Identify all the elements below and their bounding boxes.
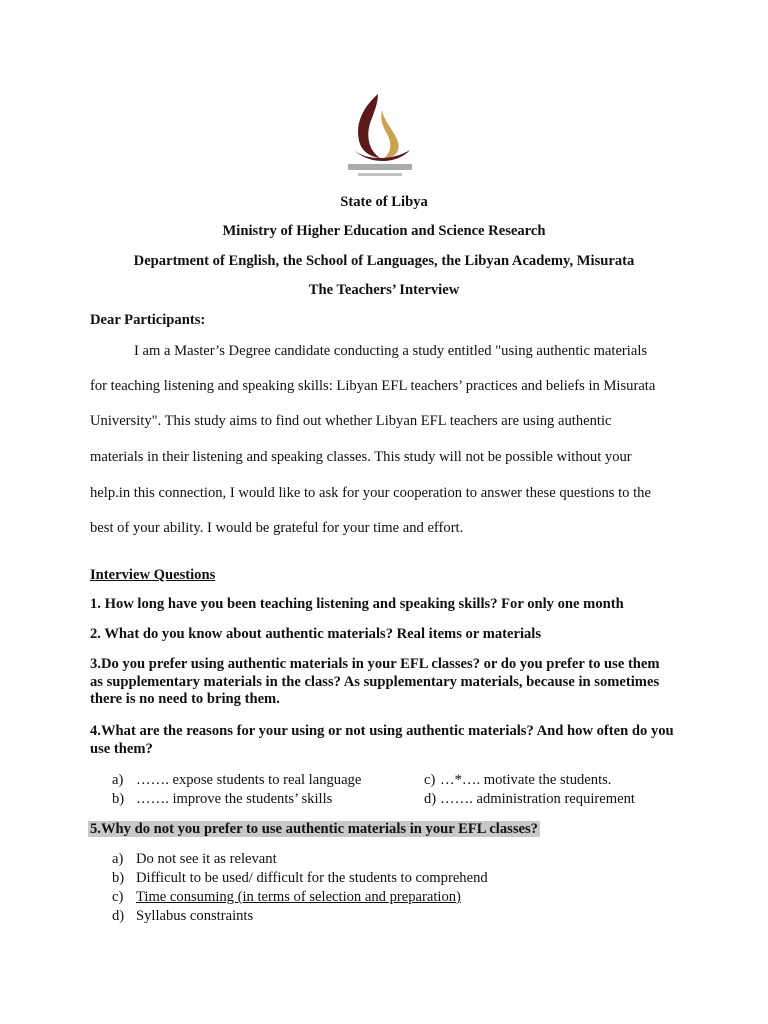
department-heading: Department of English, the School of Languages, the Libyan Academy, Misurata: [133, 253, 635, 269]
q4-option-b: b) ……. improve the students’ skills: [112, 791, 333, 807]
q5-option-d: d) Syllabus constraints: [112, 908, 254, 924]
q5-option-a: a) Do not see it as relevant: [112, 851, 277, 867]
state-heading: State of Libya: [340, 194, 428, 210]
q4-option-a: a) ……. expose students to real language: [112, 772, 362, 788]
interview-heading: Interview Questions: [90, 567, 216, 583]
letter-line: materials in their listening and speaking classes. This study will not be possible without your: [90, 449, 632, 465]
libyan-academy-logo: [338, 90, 422, 182]
q4-option-c: c) …*…. motivate the students.: [424, 772, 612, 788]
question-5: [88, 821, 540, 838]
question-2: 2. What do you know about authentic materials? Real items or materials: [90, 626, 542, 642]
letter-line: for teaching listening and speaking skills: Libyan EFL teachers’ practices and beliefs in Misurata: [90, 378, 656, 394]
ministry-heading: Ministry of Higher Education and Science Research: [222, 223, 546, 239]
question-5-highlight: 5.Why do not you prefer to use authentic materials in your EFL classes?: [90, 821, 538, 837]
letter-line: best of your ability. I would be grateful for your time and effort.: [90, 520, 464, 536]
letter-line: help.in this connection, I would like to ask for your cooperation to answer these questions to the: [90, 485, 651, 501]
document-title: The Teachers’ Interview: [308, 282, 460, 298]
question-1: 1. How long have you been teaching listening and speaking skills? For only one month: [90, 596, 624, 612]
selected-answer: Time consuming (in terms of selection and preparation): [136, 889, 461, 905]
letter-line: University". This study aims to find out whether Libyan EFL teachers are using authentic: [90, 413, 612, 429]
question-3: 3.Do you prefer using authentic materials in your EFL classes? or do you prefer to use them as supplementary materials in the class? As supplementary materials, because in sometimes there is no need to bring them.: [90, 656, 660, 707]
letter-line: I am a Master’s Degree candidate conducting a study entitled "using authentic materials: [134, 343, 648, 359]
question-4: 4.What are the reasons for your using or not using authentic materials? And how often do you use them?: [90, 723, 674, 757]
salutation: Dear Participants:: [90, 312, 206, 328]
q5-option-b: b) Difficult to be used/ difficult for the students to comprehend: [112, 870, 488, 886]
q5-option-c: c) Time consuming (in terms of selection and preparation): [112, 889, 461, 905]
logo-emblem-icon: [338, 90, 422, 182]
q4-option-d: d) ……. administration requirement: [424, 791, 635, 807]
